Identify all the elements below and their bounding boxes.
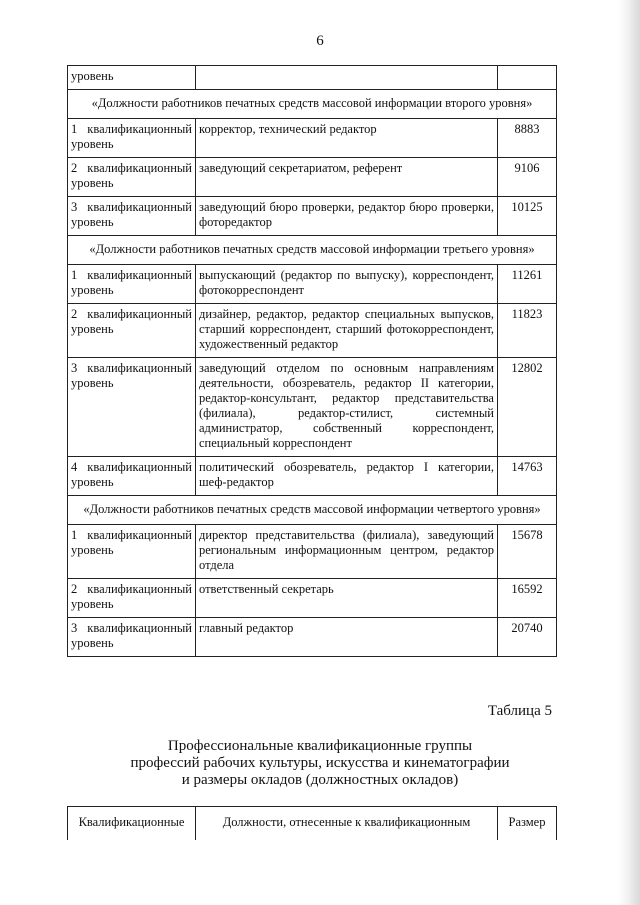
positions-cell: заведующий бюро проверки, редактор бюро проверки, фоторедактор: [196, 197, 498, 236]
table-row: [68, 304, 557, 358]
header-cell-positions: Должности, отнесенные к квалификационным: [196, 807, 498, 841]
positions-cell: главный редактор: [196, 618, 498, 657]
section-title-line: и размеры окладов (должностных окладов): [181, 772, 459, 788]
header-cell-size: Размер: [498, 807, 557, 841]
salary-cell: 8883: [498, 119, 557, 158]
positions-cell: выпускающий (редактор по выпуску), корреспондент, фотокорреспондент: [196, 265, 498, 304]
positions-cell: политический обозреватель, редактор I категории, шеф-редактор: [196, 457, 498, 496]
section-title-line: Профессиональные квалификационные группы: [167, 738, 473, 754]
section-title-line: профессий рабочих культуры, искусства и кинематографии: [130, 755, 510, 771]
level-cell: 2 квалификационный уровень: [68, 579, 196, 618]
table-row: [68, 119, 557, 158]
table-row: [68, 265, 557, 304]
section-title: [0, 738, 640, 789]
level-cell: 3 квалификационный уровень: [68, 618, 196, 657]
level-cell: 4 квалификационный уровень: [68, 457, 196, 496]
salary-cell: 14763: [498, 457, 557, 496]
group-header-row: [68, 90, 557, 119]
level-cell: 2 квалификационный уровень: [68, 158, 196, 197]
positions-cell: директор представительства (филиала), заведующий региональным информационным центром, редактор отдела: [196, 525, 498, 579]
group-title: «Должности работников печатных средств массовой информации третьего уровня»: [68, 236, 557, 265]
positions-cell: ответственный секретарь: [196, 579, 498, 618]
page-edge-shadow: [618, 0, 640, 905]
salary-cell: 20740: [498, 618, 557, 657]
header-row: [68, 807, 557, 841]
salary-table: [67, 65, 557, 657]
table-label: Таблица 5: [487, 703, 552, 719]
level-cell: 1 квалификационный уровень: [68, 265, 196, 304]
salary-cell: 11823: [498, 304, 557, 358]
positions-cell: заведующий секретариатом, референт: [196, 158, 498, 197]
table-row: [68, 579, 557, 618]
table-row-continuation: [68, 66, 557, 90]
table-row: [68, 618, 557, 657]
positions-cell: [196, 66, 498, 90]
salary-cell: 9106: [498, 158, 557, 197]
level-cell: 3 квалификационный уровень: [68, 197, 196, 236]
group-title: «Должности работников печатных средств массовой информации четвертого уровня»: [68, 496, 557, 525]
level-cell: 3 квалификационный уровень: [68, 358, 196, 457]
group-title: «Должности работников печатных средств массовой информации второго уровня»: [68, 90, 557, 119]
positions-cell: заведующий отделом по основным направлениям деятельности, обозреватель, редактор II категории, редактор-консультант, редактор представительства (филиала), редактор-стилист, системный администратор, собственный корреспондент, специальный корреспондент: [196, 358, 498, 457]
table-row: [68, 525, 557, 579]
positions-cell: дизайнер, редактор, редактор специальных выпусков, старший корреспондент, старший фотокорреспондент, художественный редактор: [196, 304, 498, 358]
table-row: [68, 358, 557, 457]
positions-cell: корректор, технический редактор: [196, 119, 498, 158]
salary-cell: [498, 66, 557, 90]
table-row: [68, 158, 557, 197]
group-header-row: [68, 496, 557, 525]
header-cell-qualification: Квалификационные: [68, 807, 196, 841]
level-cell: 2 квалификационный уровень: [68, 304, 196, 358]
table-row: [68, 197, 557, 236]
salary-cell: 11261: [498, 265, 557, 304]
salary-cell: 15678: [498, 525, 557, 579]
next-table-header: [67, 806, 557, 840]
salary-cell: 10125: [498, 197, 557, 236]
page-number: 6: [316, 33, 324, 49]
table-row: [68, 457, 557, 496]
group-header-row: [68, 236, 557, 265]
level-cell: 1 квалификационный уровень: [68, 525, 196, 579]
level-cell: 1 квалификационный уровень: [68, 119, 196, 158]
level-cell: уровень: [68, 66, 196, 90]
salary-cell: 12802: [498, 358, 557, 457]
salary-cell: 16592: [498, 579, 557, 618]
